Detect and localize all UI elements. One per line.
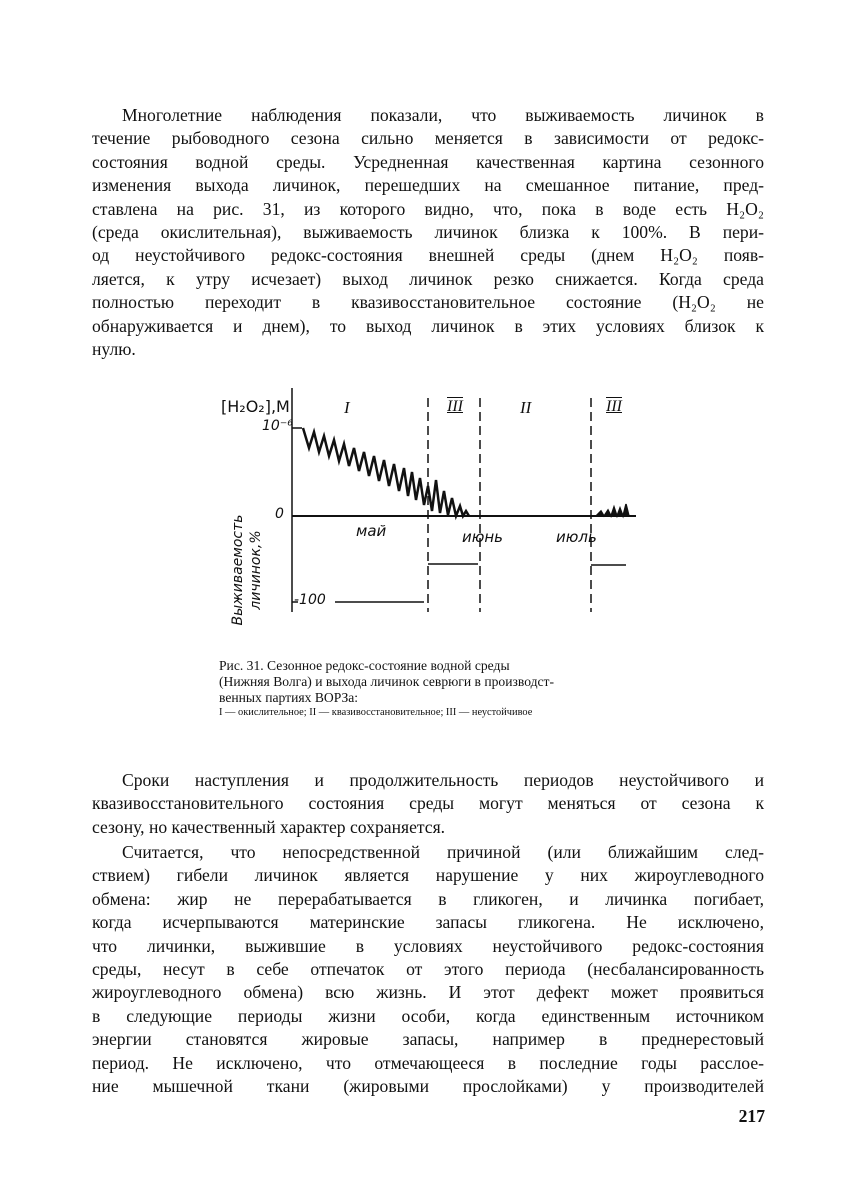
paragraph-line: ствием) гибели личинок является нарушение у них жироуглеводного <box>92 865 764 886</box>
zone-label: I <box>344 398 350 417</box>
paragraph-line: течение рыбоводного сезона сильно меняется в зависимости от редокс- <box>92 128 764 149</box>
paragraph-line: период. Не исключено, что отмечающееся в последние годы расслое- <box>92 1052 764 1073</box>
paragraph-line: Считается, что непосредственной причиной (или ближайшим след- <box>122 842 764 862</box>
month-label: июль <box>556 528 597 546</box>
paragraph-line: ляется, к утру исчезает) выход личинок резко снижается. Когда среда <box>92 268 764 289</box>
zone-label: II <box>520 398 532 417</box>
paragraph-line: Многолетние наблюдения показали, что выживаемость личинок в <box>122 105 764 125</box>
paragraph-line: полностью переходит в квазивосстановительное состояние (H₂O₂ не <box>92 292 764 313</box>
paragraph-1 <box>92 104 764 361</box>
paragraph-line: энергии становятся жировые запасы, например в преднерестовый <box>92 1029 764 1050</box>
y-axis-top-label: [H₂O₂],M <box>221 397 290 416</box>
paragraph-2 <box>92 769 764 839</box>
y-axis-bottom-label-line: Выживаемость <box>230 514 246 626</box>
month-label: май <box>356 522 387 540</box>
paragraph-line: обмена: жир не перерабатывается в гликоген, и личинка погибает, <box>92 888 764 909</box>
paragraph-line: од неустойчивого редокс-состояния внешней среды (днем H₂O₂ появ- <box>92 245 764 266</box>
paragraph-line: ние мышечной ткани (жировыми прослойками) у производителей <box>92 1076 764 1097</box>
paragraph-line: когда исчерпываются материнские запасы гликогена. Не исключено, <box>92 912 764 933</box>
h2o2-spikes <box>596 504 629 516</box>
paragraph-line: обнаруживается и днем), то выход личинок в этих условиях близок к <box>92 315 764 336</box>
paragraph-line: среды, несут в себе отпечаток от этого периода (несбалансированность <box>92 959 764 980</box>
y-axis-bottom-label-line: личинок,% <box>248 530 264 610</box>
page-number: 217 <box>738 1106 765 1126</box>
y-axis-bottom-label <box>229 505 273 635</box>
y-top-tick-label: 10⁻⁶ <box>262 418 293 434</box>
zone-label: III <box>447 398 463 415</box>
zone-label: III <box>606 398 622 415</box>
paragraph-3 <box>92 841 764 1098</box>
caption-line: (Нижняя Волга) и выхода личинок севрюги в производст- <box>219 674 555 689</box>
minus100-label: -100 <box>294 592 326 608</box>
paragraph-line: состояния водной среды. Усредненная качественная картина сезонного <box>92 151 764 172</box>
caption-line: венных партиях ВОРЗа: <box>219 690 359 705</box>
paragraph-line: что личинки, выжившие в условиях неустойчивого редокс-состояния <box>92 935 764 956</box>
paragraph-line: жироуглеводного обмена) всю жизнь. И этот дефект может проявиться <box>92 982 764 1003</box>
paragraph-line: ставлена на рис. 31, из которого видно, что, пока в воде есть H₂O₂ <box>92 198 764 219</box>
paragraph-line: сезону, но качественный характер сохраняется. <box>92 816 446 837</box>
figure-caption <box>219 658 659 719</box>
paragraph-line: квазивосстановительного состояния среды могут меняться от сезона к <box>92 793 764 814</box>
caption-line: Рис. 31. Сезонное редокс-состояние водной среды <box>219 658 510 673</box>
caption-legend: I — окислительное; II — квазивосстановительное; III — неустойчивое <box>219 707 533 718</box>
h2o2-curve <box>303 428 469 516</box>
zero-label: 0 <box>275 506 284 522</box>
month-label: июнь <box>462 528 504 546</box>
paragraph-line: изменения выхода личинок, перешедших на смешанное питание, пред- <box>92 175 764 196</box>
paragraph-line: Сроки наступления и продолжительность периодов неустойчивого и <box>122 770 764 790</box>
paragraph-line: (среда окислительная), выживаемость личинок близка к 100%. В пери- <box>92 222 764 243</box>
paragraph-line: нулю. <box>92 339 136 360</box>
paragraph-line: в следующие периоды жизни особи, когда единственным источником <box>92 1005 764 1026</box>
